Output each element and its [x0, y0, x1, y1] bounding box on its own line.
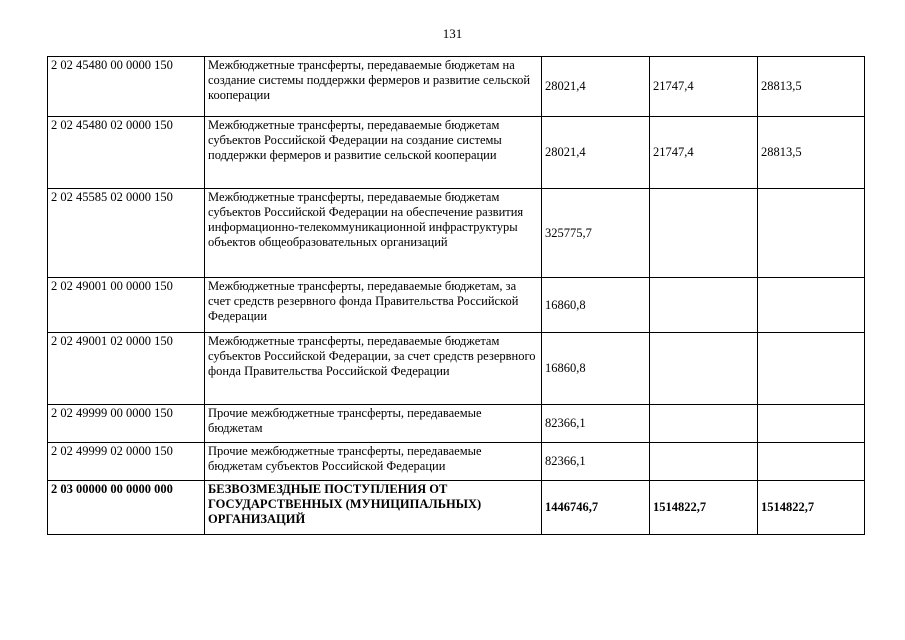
budget-code-cell: 2 02 49999 02 0000 150 — [48, 443, 205, 481]
table-row — [48, 57, 865, 117]
revenue-name-cell: Прочие межбюджетные трансферты, передаваемые бюджетам — [205, 405, 542, 443]
budget-code-cell: 2 02 45480 00 0000 150 — [48, 57, 205, 117]
amount-year1-cell: 325775,7 — [542, 189, 650, 278]
table-row — [48, 117, 865, 189]
amount-year1-cell: 82366,1 — [542, 443, 650, 481]
budget-code-cell: 2 02 49001 00 0000 150 — [48, 278, 205, 333]
page-number: 131 — [442, 26, 463, 41]
revenue-name-cell: Межбюджетные трансферты, передаваемые бюджетам субъектов Российской Федерации на создание системы поддержки фермеров и развитие сельской кооперации — [205, 117, 542, 189]
table-row — [48, 189, 865, 278]
amount-year3-cell — [758, 189, 865, 278]
budget-code-cell: 2 02 45585 02 0000 150 — [48, 189, 205, 278]
amount-year2-cell — [650, 405, 758, 443]
table-row — [48, 405, 865, 443]
revenue-name-cell: Межбюджетные трансферты, передаваемые бюджетам субъектов Российской Федерации на обеспечение развития информационно-телекоммуникационной инфраструктуры объектов общеобразовательных организаций — [205, 189, 542, 278]
revenue-name-cell: БЕЗВОЗМЕЗДНЫЕ ПОСТУПЛЕНИЯ ОТ ГОСУДАРСТВЕННЫХ (МУНИЦИПАЛЬНЫХ) ОРГАНИЗАЦИЙ — [205, 481, 542, 535]
amount-year3-cell: 28813,5 — [758, 117, 865, 189]
amount-year2-cell — [650, 443, 758, 481]
amount-year3-cell: 1514822,7 — [758, 481, 865, 535]
amount-year2-cell: 21747,4 — [650, 57, 758, 117]
revenue-name-cell: Межбюджетные трансферты, передаваемые бюджетам субъектов Российской Федерации, за счет средств резервного фонда Правительства Российской Федерации — [205, 333, 542, 405]
table-row-total — [48, 481, 865, 535]
amount-year3-cell — [758, 443, 865, 481]
amount-year2-cell — [650, 278, 758, 333]
table-row — [48, 333, 865, 405]
revenue-name-cell: Межбюджетные трансферты, передаваемые бюджетам, за счет средств резервного фонда Правительства Российской Федерации — [205, 278, 542, 333]
table-row — [48, 443, 865, 481]
amount-year2-cell: 1514822,7 — [650, 481, 758, 535]
amount-year1-cell: 82366,1 — [542, 405, 650, 443]
amount-year3-cell — [758, 278, 865, 333]
amount-year3-cell: 28813,5 — [758, 57, 865, 117]
amount-year2-cell: 21747,4 — [650, 117, 758, 189]
budget-code-cell: 2 02 49999 00 0000 150 — [48, 405, 205, 443]
budget-code-cell: 2 02 45480 02 0000 150 — [48, 117, 205, 189]
budget-revenue-table — [47, 56, 865, 535]
amount-year1-cell: 28021,4 — [542, 57, 650, 117]
amount-year1-cell: 16860,8 — [542, 278, 650, 333]
revenue-name-cell: Прочие межбюджетные трансферты, передаваемые бюджетам субъектов Российской Федерации — [205, 443, 542, 481]
budget-code-cell: 2 03 00000 00 0000 000 — [48, 481, 205, 535]
amount-year2-cell — [650, 333, 758, 405]
amount-year1-cell: 28021,4 — [542, 117, 650, 189]
table-row — [48, 278, 865, 333]
revenue-name-cell: Межбюджетные трансферты, передаваемые бюджетам на создание системы поддержки фермеров и развитие сельской кооперации — [205, 57, 542, 117]
budget-code-cell: 2 02 49001 02 0000 150 — [48, 333, 205, 405]
amount-year3-cell — [758, 405, 865, 443]
amount-year2-cell — [650, 189, 758, 278]
amount-year1-cell: 1446746,7 — [542, 481, 650, 535]
amount-year3-cell — [758, 333, 865, 405]
amount-year1-cell: 16860,8 — [542, 333, 650, 405]
